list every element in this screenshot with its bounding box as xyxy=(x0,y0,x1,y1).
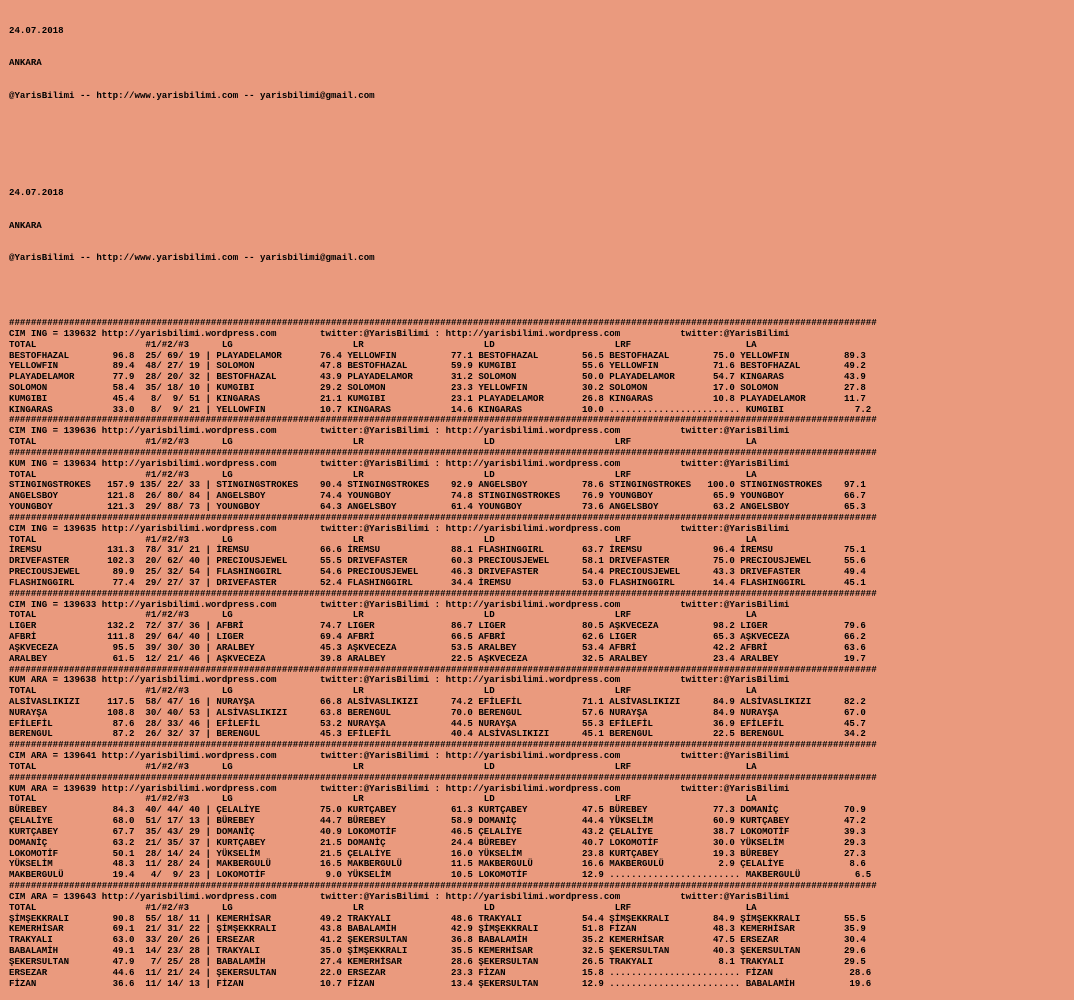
table-row: KEMERHİSAR 69.1 21/ 31/ 22 | ŞİMŞEKKRALI 43.8 BABALAMİH 42.9 ŞİMŞEKKRALI 51.8 FİZAN 48.3 KEMERHİSAR 35.9 xyxy=(9,923,866,935)
table-row: LIGER 132.2 72/ 37/ 36 | AFBRİ 74.7 LIGER 86.7 LIGER 80.5 AŞKVECEZA 98.2 LIGER 79.6 xyxy=(9,620,866,632)
column-header: TOTAL #1/#2/#3 LG LR LD LRF LA xyxy=(9,436,757,448)
separator-line: ############################################################################################################################################################### xyxy=(9,414,877,426)
table-row: ARALBEY 61.5 12/ 21/ 46 | AŞKVECEZA 39.8 ARALBEY 22.5 AŞKVECEZA 32.5 ARALBEY 23.4 ARALBEY 19.7 xyxy=(9,652,866,664)
column-header: TOTAL #1/#2/#3 LG LR LD LRF LA xyxy=(9,760,757,772)
table-row: KINGARAS 33.0 8/ 9/ 21 | YELLOWFIN 10.7 KINGARAS 14.6 KINGARAS 10.0 ........................ KUMGIBI 7.2 xyxy=(9,403,872,415)
report-date-repeat: 24.07.2018 xyxy=(9,187,64,199)
table-row: AŞKVECEZA 95.5 39/ 30/ 30 | ARALBEY 45.3 AŞKVECEZA 53.5 ARALBEY 53.4 AFBRİ 42.2 AFBRİ 63.6 xyxy=(9,641,866,653)
table-row: BÜREBEY 84.3 40/ 44/ 40 | ÇELALİYE 75.0 KURTÇABEY 61.3 KURTÇABEY 47.5 BÜREBEY 77.3 DOMANİÇ 70.9 xyxy=(9,804,866,816)
table-row: YELLOWFIN 89.4 48/ 27/ 19 | SOLOMON 47.8 BESTOFHAZAL 59.9 KUMGIBI 55.6 YELLOWFIN 71.6 BESTOFHAZAL 49.2 xyxy=(9,360,866,372)
report-contact-repeat: @YarisBilimi -- http://www.yarisbilimi.com -- yarisbilimi@gmail.com xyxy=(9,252,375,264)
table-row: BESTOFHAZAL 96.8 25/ 69/ 19 | PLAYADELAMOR 76.4 YELLOWFIN 77.1 BESTOFHAZAL 56.5 BESTOFHAZAL 75.0 YELLOWFIN 89.3 xyxy=(9,349,866,361)
table-row: ALSİVASLIKIZI 117.5 58/ 47/ 16 | NURAYŞA 66.8 ALSİVASLIKIZI 74.2 EFİLEFİL 71.1 ALSİVASLIKIZI 84.9 ALSİVASLIKIZI 82.2 xyxy=(9,696,866,707)
report-contact: @YarisBilimi -- http://www.yarisbilimi.com -- yarisbilimi@gmail.com xyxy=(9,89,375,101)
separator-line: ############################################################################################################################################################### xyxy=(9,880,877,892)
column-header: TOTAL #1/#2/#3 LG LR LD LRF LA xyxy=(9,793,757,805)
table-row: FİZAN 36.6 11/ 14/ 13 | FİZAN 10.7 FİZAN 13.4 ŞEKERSULTAN 12.9 ........................ BABALAMİH 19.6 xyxy=(9,977,872,989)
table-row: ÇELALİYE 68.0 51/ 17/ 13 | BÜREBEY 44.7 BÜREBEY 58.9 DOMANİÇ 44.4 YÜKSELİM 60.9 KURTÇABEY 47.2 xyxy=(9,815,866,827)
column-header: TOTAL #1/#2/#3 LG LR LD LRF LA xyxy=(9,901,757,913)
separator-line: ############################################################################################################################################################### xyxy=(9,317,877,329)
table-row: AFBRİ 111.8 29/ 64/ 40 | LIGER 69.4 AFBRİ 66.5 AFBRİ 62.6 LIGER 65.3 AŞKVECEZA 66.2 xyxy=(9,631,866,643)
column-header: TOTAL #1/#2/#3 LG LR LD LRF LA xyxy=(9,609,757,621)
separator-line: ############################################################################################################################################################### xyxy=(9,511,877,523)
separator-line: ############################################################################################################################################################### xyxy=(9,446,877,458)
table-row: ŞEKERSULTAN 47.9 7/ 25/ 28 | BABALAMİH 27.4 KEMERHİSAR 28.6 ŞEKERSULTAN 26.5 TRAKYALI 8.1 TRAKYALI 29.5 xyxy=(9,955,866,967)
column-header: TOTAL #1/#2/#3 LG LR LD LRF LA xyxy=(9,685,757,697)
table-row: DRIVEFASTER 102.3 20/ 62/ 40 | PRECIOUSJEWEL 55.5 DRIVEFASTER 60.3 PRECIOUSJEWEL 58.1 DRIVEFASTER 75.0 PRECIOUSJEWEL 55.6 xyxy=(9,555,866,567)
table-row: BABALAMİH 49.1 14/ 23/ 28 | TRAKYALI 35.0 ŞİMŞEKKRALI 35.5 KEMERHİSAR 32.5 ŞEKERSULTAN 40.3 ŞEKERSULTAN 29.6 xyxy=(9,945,866,957)
race-title: KUM ARA = 139638 http://yarisbilimi.wordpress.com twitter:@YarisBilimi : http://yarisbilimi.wordpress.com twitter:@YarisBilimi xyxy=(9,674,790,686)
report-city: ANKARA xyxy=(9,57,42,69)
race-title: CIM ING = 139636 http://yarisbilimi.wordpress.com twitter:@YarisBilimi : http://yarisbilimi.wordpress.com twitter:@YarisBilimi xyxy=(9,425,790,437)
table-row: EFİLEFİL 87.6 28/ 33/ 46 | EFİLEFİL 53.2 NURAYŞA 44.5 NURAYŞA 55.3 EFİLEFİL 36.9 EFİLEFİL 45.7 xyxy=(9,717,866,729)
blank-line xyxy=(9,123,1074,134)
table-row: PLAYADELAMOR 77.9 28/ 20/ 32 | BESTOFHAZAL 43.9 PLAYADELAMOR 31.2 SOLOMON 50.0 PLAYADELAMOR 54.7 KINGARAS 43.9 xyxy=(9,371,866,383)
table-row: NURAYŞA 108.8 30/ 40/ 53 | ALSİVASLIKIZI 63.8 BERENGUL 70.0 BERENGUL 57.6 NURAYŞA 84.9 NURAYŞA 67.0 xyxy=(9,706,866,718)
table-row: PRECIOUSJEWEL 89.9 25/ 32/ 54 | FLASHINGGIRL 54.6 PRECIOUSJEWEL 46.3 DRIVEFASTER 54.4 PRECIOUSJEWEL 43.3 DRIVEFASTER 49.4 xyxy=(9,566,866,578)
column-header: TOTAL #1/#2/#3 LG LR LD LRF LA xyxy=(9,533,757,545)
separator-line: ############################################################################################################################################################### xyxy=(9,739,877,751)
table-row: KUMGIBI 45.4 8/ 9/ 51 | KINGARAS 21.1 KUMGIBI 23.1 PLAYADELAMOR 26.8 KINGARAS 10.8 PLAYADELAMOR 11.7 xyxy=(9,392,866,404)
separator-line: ############################################################################################################################################################### xyxy=(9,587,877,599)
race-title: CIM ARA = 139641 http://yarisbilimi.wordpress.com twitter:@YarisBilimi : http://yarisbilimi.wordpress.com twitter:@YarisBilimi xyxy=(9,750,790,762)
race-title: CIM ING = 139635 http://yarisbilimi.wordpress.com twitter:@YarisBilimi : http://yarisbilimi.wordpress.com twitter:@YarisBilimi xyxy=(9,522,790,534)
separator-line: ############################################################################################################################################################### xyxy=(9,771,877,783)
table-row: STINGINGSTROKES 157.9 135/ 22/ 33 | STINGINGSTROKES 90.4 STINGINGSTROKES 92.9 ANGELSBOY 78.6 STINGINGSTROKES 100.0 STINGINGSTROKES 97.1 xyxy=(9,479,866,491)
blank-line xyxy=(9,286,1074,297)
race-title: CIM ING = 139632 http://yarisbilimi.wordpress.com twitter:@YarisBilimi : http://yarisbilimi.wordpress.com twitter:@YarisBilimi xyxy=(9,327,790,339)
blank-line xyxy=(9,156,1074,167)
race-title: CIM ARA = 139643 http://yarisbilimi.wordpress.com twitter:@YarisBilimi : http://yarisbilimi.wordpress.com twitter:@YarisBilimi xyxy=(9,890,790,902)
race-sections xyxy=(9,318,1074,989)
report-date: 24.07.2018 xyxy=(9,24,64,36)
race-title: KUM ARA = 139639 http://yarisbilimi.wordpress.com twitter:@YarisBilimi : http://yarisbilimi.wordpress.com twitter:@YarisBilimi xyxy=(9,782,790,794)
table-row: KURTÇABEY 67.7 35/ 43/ 29 | DOMANİÇ 40.9 LOKOMOTİF 46.5 ÇELALİYE 43.2 ÇELALİYE 38.7 LOKOMOTİF 39.3 xyxy=(9,825,866,837)
report-city-repeat: ANKARA xyxy=(9,219,42,231)
column-header: TOTAL #1/#2/#3 LG LR LD LRF LA xyxy=(9,338,757,350)
table-row: ERSEZAR 44.6 11/ 21/ 24 | ŞEKERSULTAN 22.0 ERSEZAR 23.3 FİZAN 15.8 ........................ FİZAN 28.6 xyxy=(9,966,872,978)
table-row: DOMANİÇ 63.2 21/ 35/ 37 | KURTÇABEY 21.5 DOMANİÇ 24.4 BÜREBEY 40.7 LOKOMOTİF 30.0 YÜKSELİM 29.3 xyxy=(9,836,866,848)
race-title: CIM ING = 139633 http://yarisbilimi.wordpress.com twitter:@YarisBilimi : http://yarisbilimi.wordpress.com twitter:@YarisBilimi xyxy=(9,598,790,610)
table-row: MAKBERGULÜ 19.4 4/ 9/ 23 | LOKOMOTİF 9.0 YÜKSELİM 10.5 LOKOMOTİF 12.9 ........................ MAKBERGULÜ 6.5 xyxy=(9,869,872,881)
table-row: YÜKSELİM 48.3 11/ 28/ 24 | MAKBERGULÜ 16.5 MAKBERGULÜ 11.5 MAKBERGULÜ 16.6 MAKBERGULÜ 2.9 ÇELALİYE 8.6 xyxy=(9,858,866,870)
table-row: İREMSU 131.3 78/ 31/ 21 | İREMSU 66.6 İREMSU 88.1 FLASHINGGIRL 63.7 İREMSU 96.4 İREMSU 75.1 xyxy=(9,544,866,556)
table-row: FLASHINGGIRL 77.4 29/ 27/ 37 | DRIVEFASTER 52.4 FLASHINGGIRL 34.4 İREMSU 53.0 FLASHINGGIRL 14.4 FLASHINGGIRL 45.1 xyxy=(9,576,866,588)
table-row: LOKOMOTİF 50.1 28/ 14/ 24 | YÜKSELİM 21.5 ÇELALİYE 16.0 YÜKSELİM 23.8 KURTÇABEY 19.3 BÜREBEY 27.3 xyxy=(9,847,866,859)
table-row: BERENGUL 87.2 26/ 32/ 37 | BERENGUL 45.3 EFİLEFİL 40.4 ALSİVASLIKIZI 45.1 BERENGUL 22.5 BERENGUL 34.2 xyxy=(9,728,866,740)
table-row: ANGELSBOY 121.8 26/ 80/ 84 | ANGELSBOY 74.4 YOUNGBOY 74.8 STINGINGSTROKES 76.9 YOUNGBOY 65.9 YOUNGBOY 66.7 xyxy=(9,490,866,502)
table-row: YOUNGBOY 121.3 29/ 88/ 73 | YOUNGBOY 64.3 ANGELSBOY 61.4 YOUNGBOY 73.6 ANGELSBOY 63.2 ANGELSBOY 65.3 xyxy=(9,501,866,513)
column-header: TOTAL #1/#2/#3 LG LR LD LRF LA xyxy=(9,468,757,480)
separator-line: ############################################################################################################################################################### xyxy=(9,663,877,675)
table-row: TRAKYALI 63.0 33/ 20/ 26 | ERSEZAR 41.2 ŞEKERSULTAN 36.8 BABALAMİH 35.2 KEMERHİSAR 47.5 ERSEZAR 30.4 xyxy=(9,934,866,946)
table-row: SOLOMON 58.4 35/ 18/ 10 | KUMGIBI 29.2 SOLOMON 23.3 YELLOWFIN 30.2 SOLOMON 17.0 SOLOMON 27.8 xyxy=(9,381,866,393)
race-title: KUM ING = 139634 http://yarisbilimi.wordpress.com twitter:@YarisBilimi : http://yarisbilimi.wordpress.com twitter:@YarisBilimi xyxy=(9,457,790,469)
table-row: ŞİMŞEKKRALI 90.8 55/ 18/ 11 | KEMERHİSAR 49.2 TRAKYALI 48.6 TRAKYALI 54.4 ŞİMŞEKKRALI 84.9 ŞİMŞEKKRALI 55.5 xyxy=(9,912,866,924)
